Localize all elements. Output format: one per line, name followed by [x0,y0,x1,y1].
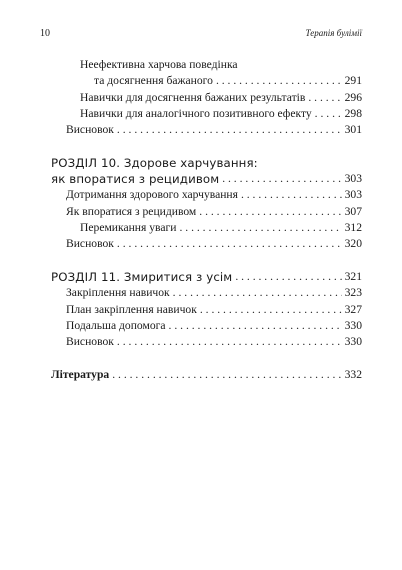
toc-entry-title: Навички для досягнення бажаних результатів [80,91,306,104]
toc-entry[interactable] [66,236,362,252]
toc-entry[interactable] [66,302,362,318]
toc-entry-title: Висновок [66,123,114,136]
dot-leader [166,318,342,334]
toc-entry-title: Закріплення навичок [66,286,170,299]
toc-page-number: 323 [344,286,362,299]
chapter-title: РОЗДІЛ 11. Змиритися з усім [51,270,233,284]
page-number: 10 [40,28,50,39]
literature-title: Література [51,368,110,381]
dot-leader [213,73,342,89]
chapter-title: РОЗДІЛ 10. Здорове харчування: [51,156,258,170]
toc-entry-title: Як впоратися з рецидивом [66,205,197,218]
dot-leader [196,204,341,220]
toc-entry-title: Неефективна харчова поведінка [80,58,238,71]
dot-leader [305,90,341,106]
toc-entry-title: Висновок [66,335,114,348]
toc-entry[interactable] [66,187,362,203]
toc-page-number: 291 [344,74,362,87]
dot-leader [114,236,342,252]
toc-page-number: 303 [344,172,362,185]
dot-leader [114,122,342,138]
toc-entry[interactable] [66,318,362,334]
toc-entry-title: Дотримання здорового харчування [66,188,238,201]
dot-leader [114,334,342,350]
toc-entry[interactable] [80,90,362,106]
toc-page-number: 321 [344,270,362,283]
toc-page-number: 330 [344,335,362,348]
dot-leader [197,302,342,318]
chapter-entry[interactable] [51,269,362,285]
toc-page-number: 301 [344,123,362,136]
toc-page-number: 298 [344,107,362,120]
dot-leader [232,269,341,285]
toc-page-number: 296 [344,91,362,104]
dot-leader [219,171,341,187]
toc-entry-title: та досягнення бажаного [94,74,213,87]
toc-entry[interactable] [80,106,362,122]
toc-entry-title: Перемикання уваги [80,221,177,234]
dot-leader [170,285,342,301]
dot-leader [312,106,342,122]
dot-leader [238,187,342,203]
toc-entry-title: Навички для аналогічного позитивного ефекту [80,107,312,120]
toc-page-number: 312 [344,221,362,234]
toc-entry[interactable] [66,122,362,138]
toc-page-number: 330 [344,319,362,332]
toc-entry[interactable] [66,334,362,350]
toc-page-number: 332 [344,368,362,381]
toc-page-number: 327 [344,303,362,316]
toc-page-number: 320 [344,237,362,250]
dot-leader [109,367,341,383]
dot-leader [176,220,341,236]
toc-page-number: 307 [344,205,362,218]
chapter-entry[interactable] [51,171,362,187]
running-title: Терапія булімії [305,28,362,38]
toc-entry-title: План закріплення навичок [66,303,197,316]
toc-entry-title: Подальша допомога [66,319,166,332]
toc-entry-title: Висновок [66,237,114,250]
toc-entry[interactable] [94,73,362,89]
toc-page-number: 303 [344,188,362,201]
toc-entry[interactable] [66,285,362,301]
toc-entry[interactable] [66,204,362,220]
literature-entry[interactable] [51,367,362,383]
toc-entry[interactable] [80,220,362,236]
chapter-title: як впоратися з рецидивом [51,172,220,186]
